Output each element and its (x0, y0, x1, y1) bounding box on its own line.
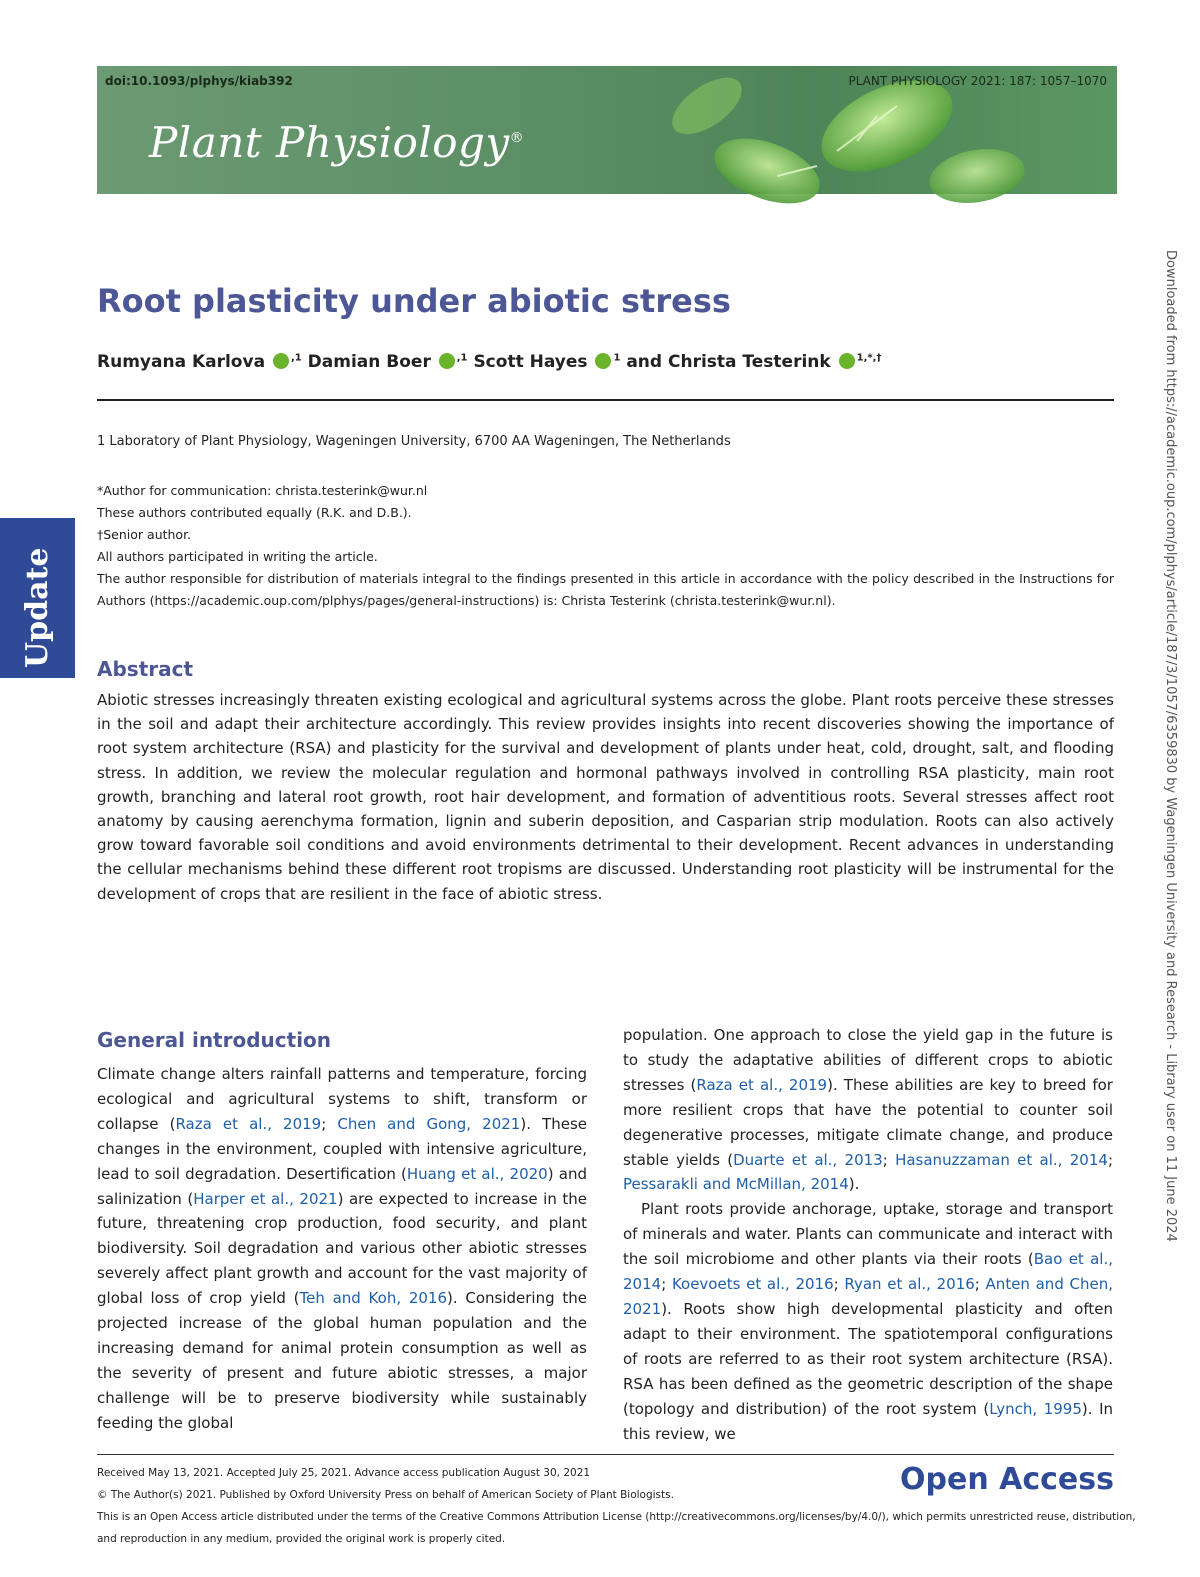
body-text: ) and salinization ( (97, 1164, 587, 1208)
download-notice: Downloaded from https://academic.oup.com/plphys/article/187/3/1057/6359830 by Wageningen University and Research - Library user on 11 June 2024 (1163, 250, 1178, 1242)
body-text: ; (321, 1114, 338, 1133)
article-title: Root plasticity under abiotic stress (97, 282, 731, 320)
license-line: This is an Open Access article distributed under the terms of the Creative Commons Attribution License (http://creativecommons.org/licenses/by/4.0/), which permits unrestricted reuse, distribution, (97, 1511, 1136, 1523)
citation: PLANT PHYSIOLOGY 2021: 187: 1057–1070 (848, 74, 1107, 88)
body-text: ). Roots show high developmental plasticity and often adapt to their environment. The spatiotemporal configurations of roots are referred to as their root system architecture (RSA). RSA has been defined as the geometric description of the shape (topology and distribution) of the root system ( (623, 1299, 1113, 1418)
body-text: Climate change alters rainfall patterns and temperature, forcing ecological and agricultural systems to shift, transform or collapse ( (97, 1065, 587, 1133)
update-tab: Update (0, 518, 75, 678)
body-text: ). In this review, we (623, 1399, 1114, 1443)
body-text: ; (974, 1275, 986, 1294)
body-text: ). These changes in the environment, coupled with intensive agriculture, lead to soil degradation. Desertification ( (97, 1114, 587, 1183)
journal-banner (97, 66, 1117, 194)
body-paragraph (623, 1197, 1113, 1446)
body-paragraph (623, 1023, 1113, 1197)
journal-title: Plant Physiology® (149, 118, 525, 167)
citation-link[interactable]: Harper et al., 2021 (193, 1189, 338, 1208)
orcid-icon[interactable] (273, 353, 289, 369)
note-line: All authors participated in writing the article. (97, 549, 378, 564)
footer-notes (97, 1462, 1136, 1550)
note-line: †Senior author. (97, 527, 192, 542)
note-line: *Author for communication: christa.testerink@wur.nl (97, 483, 428, 498)
body-text: ). These abilities are key to breed for more resilient crops that have the potential to counter soil degenerative processes, mitigate climate change, and produce stable yields ( (623, 1075, 1113, 1169)
body-text: ). (848, 1175, 860, 1194)
body-column-right (623, 1023, 1113, 1446)
open-access-label: Open Access (900, 1462, 1114, 1497)
body-text: ; (833, 1275, 845, 1294)
citation-link[interactable]: Lynch, 1995 (989, 1399, 1082, 1418)
citation-link[interactable]: Duarte et al., 2013 (733, 1150, 883, 1169)
section-heading: General introduction (97, 1028, 332, 1052)
body-text: ). Considering the projected increase of the global human population and the increasing demand for animal protein consumption as well as the severity of present and future abiotic stresses, a major challenge will be to preserve biodiversity while sustainably feeding the global (97, 1289, 587, 1432)
citation-link[interactable]: Ryan et al., 2016 (844, 1275, 975, 1294)
citation-link[interactable]: Teh and Koh, 2016 (299, 1289, 448, 1308)
body-column-left (97, 1062, 587, 1436)
citation-link[interactable]: Huang et al., 2020 (406, 1164, 548, 1183)
citation-link[interactable]: Bao et al., 2014 (623, 1250, 1114, 1294)
citation-link[interactable]: Raza et al., 2019 (696, 1075, 828, 1094)
author-conjunction: and (626, 352, 663, 372)
author-notes (97, 480, 1114, 612)
author-name[interactable]: Christa Testerink (668, 352, 831, 372)
author-list: Rumyana Karlova $^{,1}$ Damian Boer $^{,1}$ Scott Hayes $^1$ and Christa Testerink $^{1,*,\dagger}$ (97, 352, 882, 372)
orcid-icon[interactable] (595, 353, 611, 369)
note-line: These authors contributed equally (R.K. and D.B.). (97, 505, 412, 520)
affiliation: 1 Laboratory of Plant Physiology, Wageningen University, 6700 AA Wageningen, The Netherlands (97, 434, 731, 449)
doi[interactable]: doi:10.1093/plphys/kiab392 (105, 74, 293, 88)
body-text: ; (1107, 1150, 1113, 1169)
body-text: population. One approach to close the yield gap in the future is to study the adaptative abilities of different crops to abiotic stresses ( (623, 1026, 1113, 1094)
citation-link[interactable]: Raza et al., 2019 (175, 1114, 322, 1133)
citation-link[interactable]: Koevoets et al., 2016 (671, 1275, 834, 1294)
received-dates: Received May 13, 2021. Accepted July 25, 2021. Advance access publication August 30, 2021 (97, 1467, 591, 1479)
abstract-text: Abiotic stresses increasingly threaten existing ecological and agricultural systems across the globe. Plant roots perceive these stresses in the soil and adapt their architecture accordingly. This review provides insights into recent discoveries showing the importance of root system architecture (RSA) and plasticity for the survival and development of plants under heat, cold, drought, salt, and flooding stress. In addition, we review the molecular regulation and hormonal pathways involved in controlling RSA plasticity, main root growth, branching and lateral root growth, root hair development, and formation of adventitious roots. Several stresses affect root anatomy by causing aerenchyma formation, lignin and suberin deposition, and Casparian strip modulation. Roots can also actively grow toward favorable soil conditions and avoid environments detrimental to their development. Recent advances in understanding the cellular mechanisms behind these different root tropisms are discussed. Understanding root plasticity will be instrumental for the development of crops that are resilient in the face of abiotic stress. (97, 691, 1114, 903)
citation-link[interactable]: Hasanuzzaman et al., 2014 (895, 1150, 1108, 1169)
orcid-icon[interactable] (439, 353, 455, 369)
body-text: ; (882, 1150, 896, 1169)
note-responsible-author: The author responsible for distribution of materials integral to the findings presented in this article in accordance with the policy described in the Instructions for Authors (https://academic.oup.com/plphys/pages/general-instructions) is: Christa Testerink (christa.testerink@wur.nl). (97, 571, 1114, 608)
citation-link[interactable]: Pessarakli and McMillan, 2014 (623, 1175, 849, 1194)
orcid-icon[interactable] (839, 353, 855, 369)
citation-link[interactable]: Chen and Gong, 2021 (337, 1114, 521, 1133)
title-divider (97, 399, 1114, 401)
abstract-heading: Abstract (97, 657, 194, 681)
author-name[interactable]: Rumyana Karlova (97, 352, 266, 372)
footer-divider (97, 1454, 1114, 1455)
body-text: ; (661, 1275, 672, 1294)
copyright: © The Author(s) 2021. Published by Oxford University Press on behalf of American Society of Plant Biologists. (97, 1489, 674, 1501)
author-name[interactable]: Damian Boer (307, 352, 431, 372)
license-line: and reproduction in any medium, provided the original work is properly cited. (97, 1533, 506, 1545)
body-text: Plant roots provide anchorage, uptake, storage and transport of minerals and water. Plants can communicate and interact with the soil microbiome and other plants via their roots ( (623, 1200, 1113, 1269)
author-name[interactable]: Scott Hayes (473, 352, 588, 372)
body-text: ) are expected to increase in the future, threatening crop production, food security, and plant biodiversity. Soil degradation and various other abiotic stresses severely affect plant growth and account for the vast majority of global loss of crop yield ( (97, 1189, 588, 1308)
body-paragraph (97, 1062, 587, 1436)
citation-link[interactable]: Anten and Chen, 2021 (623, 1275, 1114, 1318)
